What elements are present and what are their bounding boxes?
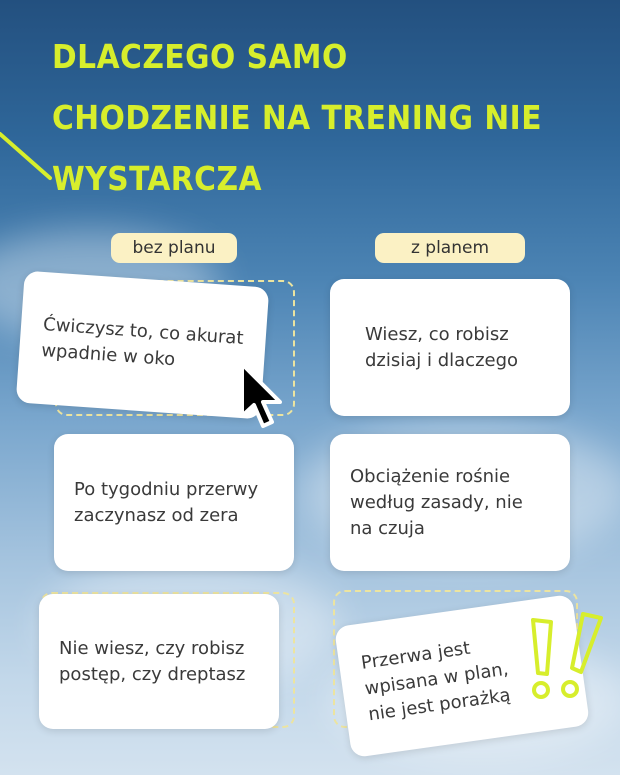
card-text: Obciążenie rośnie według zasady, nie na czuja bbox=[350, 465, 523, 539]
card-text: Wiesz, co robisz dzisiaj i dlaczego bbox=[365, 323, 519, 371]
card-with-plan-2 bbox=[330, 434, 570, 571]
card-without-plan-3 bbox=[39, 594, 279, 729]
card-text: Po tygodniu przerwy zaczynasz od zera bbox=[74, 478, 259, 526]
page-title bbox=[52, 26, 572, 209]
column-label-with-plan: z planem bbox=[375, 233, 525, 263]
title-line-1: DLACZEGO SAMO bbox=[52, 37, 348, 76]
title-line-3: WYSTARCZA bbox=[52, 159, 262, 198]
card-without-plan-1 bbox=[16, 271, 270, 420]
card-text: Ćwiczysz to, co akurat wpadnie w oko bbox=[40, 314, 245, 371]
card-text: Nie wiesz, czy robisz postęp, czy dreptasz bbox=[59, 637, 246, 685]
double-exclamation-icon bbox=[525, 610, 605, 710]
mouse-pointer-icon bbox=[236, 360, 288, 430]
column-label-without-plan: bez planu bbox=[111, 233, 237, 263]
card-with-plan-1 bbox=[330, 279, 570, 416]
card-without-plan-2 bbox=[54, 434, 294, 571]
title-line-2: CHODZENIE NA TRENING NIE bbox=[52, 98, 542, 137]
card-text: Przerwa jest wpisana w plan, nie jest porażką bbox=[359, 637, 512, 726]
